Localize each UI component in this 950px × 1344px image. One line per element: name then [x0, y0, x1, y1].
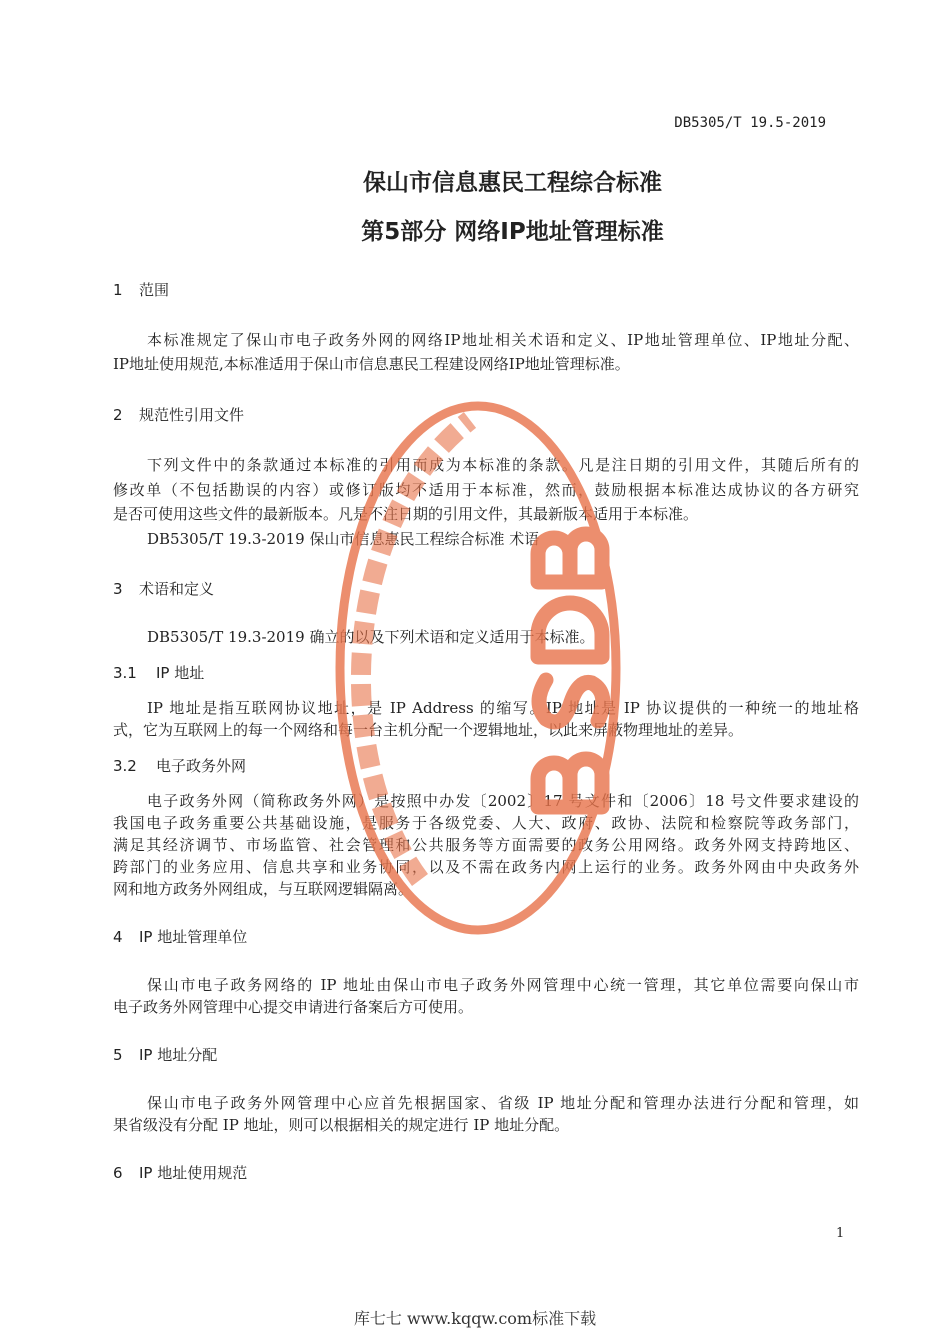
paragraph-line: 是否可使用这些文件的最新版本。凡是不注日期的引用文件，其最新版本适用于本标准。: [113, 505, 699, 523]
paragraph-line: 跨部门的业务应用、信息共享和业务协同，以及不需在政务内网上运行的业务。政务外网由中央政务外: [113, 858, 859, 876]
section-heading: [113, 926, 247, 947]
section-number: 3.2: [113, 757, 137, 775]
section-title: IP 地址分配: [139, 1046, 218, 1064]
paragraph-line: 电子政务外网管理中心提交申请进行备案后方可使用。: [113, 998, 474, 1016]
paragraph-line: 满足其经济调节、市场监管、社会管理和公共服务等方面需要的政务公用网络。政务外网支持跨地区、: [113, 836, 859, 854]
section-heading: [113, 1162, 247, 1183]
section-heading: [113, 578, 214, 599]
section-heading: [113, 1044, 217, 1065]
paragraph-line: 本标准规定了保山市电子政务外网的网络IP地址相关术语和定义、IP地址管理单位、IP地址分配、: [147, 331, 859, 349]
paragraph-line: DB5305/T 19.3-2019 保山市信息惠民工程综合标准 术语: [147, 530, 540, 548]
section-title: 电子政务外网: [156, 757, 247, 775]
section-heading: [113, 755, 246, 776]
section-number: 4: [113, 928, 123, 946]
footer-watermark: 库七七 www.kqqw.com标准下载: [353, 1309, 597, 1328]
section-title: 术语和定义: [139, 580, 215, 598]
paragraph-line: 果省级没有分配 IP 地址，则可以根据相关的规定进行 IP 地址分配。: [113, 1116, 570, 1134]
paragraph-line: 保山市电子政务网络的 IP 地址由保山市电子政务外网管理中心统一管理，其它单位需要向保山市: [147, 976, 859, 994]
paragraph-line: 下列文件中的条款通过本标准的引用而成为本标准的条款。凡是注日期的引用文件，其随后所有的: [147, 456, 859, 474]
section-title: IP 地址: [156, 664, 205, 682]
page-number: 1: [836, 1226, 845, 1241]
paragraph-line: 式，它为互联网上的每一个网络和每一台主机分配一个逻辑地址，以此来屏蔽物理地址的差异。: [113, 721, 744, 739]
section-title: IP 地址使用规范: [139, 1164, 248, 1182]
section-number: 3.1: [113, 664, 137, 682]
paragraph-line: IP 地址是指互联网协议地址，是 IP Address 的缩写。IP 地址是 IP 协议提供的一种统一的地址格: [147, 699, 859, 717]
document-title: 保山市信息惠民工程综合标准: [363, 170, 662, 196]
section-number: 6: [113, 1164, 123, 1182]
paragraph-line: 我国电子政务重要公共基础设施，是服务于各级党委、人大、政府、政协、法院和检察院等政务部门，: [113, 814, 859, 832]
paragraph-line: IP地址使用规范,本标准适用于保山市信息惠民工程建设网络IP地址管理标准。: [113, 355, 630, 373]
section-title: 规范性引用文件: [139, 406, 245, 424]
section-title: IP 地址管理单位: [139, 928, 248, 946]
document-subtitle: 第5部分 网络IP地址管理标准: [361, 219, 664, 245]
section-heading: [113, 662, 204, 683]
paragraph-line: 修改单（不包括勘误的内容）或修订版均不适用于本标准，然而，鼓励根据本标准达成协议的各方研究: [113, 481, 859, 499]
stamp-letters-graphic: [538, 534, 603, 807]
section-title: 范围: [139, 281, 170, 299]
paragraph-line: 电子政务外网（简称政务外网）是按照中办发〔2002〕17 号文件和〔2006〕18 号文件要求建设的: [147, 792, 859, 810]
paragraph-line: 保山市电子政务外网管理中心应首先根据国家、省级 IP 地址分配和管理办法进行分配和管理，如: [147, 1094, 859, 1112]
section-number: 3: [113, 580, 123, 598]
paragraph-line: 网和地方政务外网组成，与互联网逻辑隔离。: [113, 880, 414, 898]
section-number: 1: [113, 281, 123, 299]
section-heading: [113, 404, 244, 425]
section-number: 2: [113, 406, 123, 424]
paragraph-line: DB5305/T 19.3-2019 确立的以及下列术语和定义适用于本标准。: [147, 628, 595, 646]
section-number: 5: [113, 1046, 123, 1064]
standard-code: DB5305/T 19.5-2019: [674, 115, 826, 131]
section-heading: [113, 279, 169, 300]
